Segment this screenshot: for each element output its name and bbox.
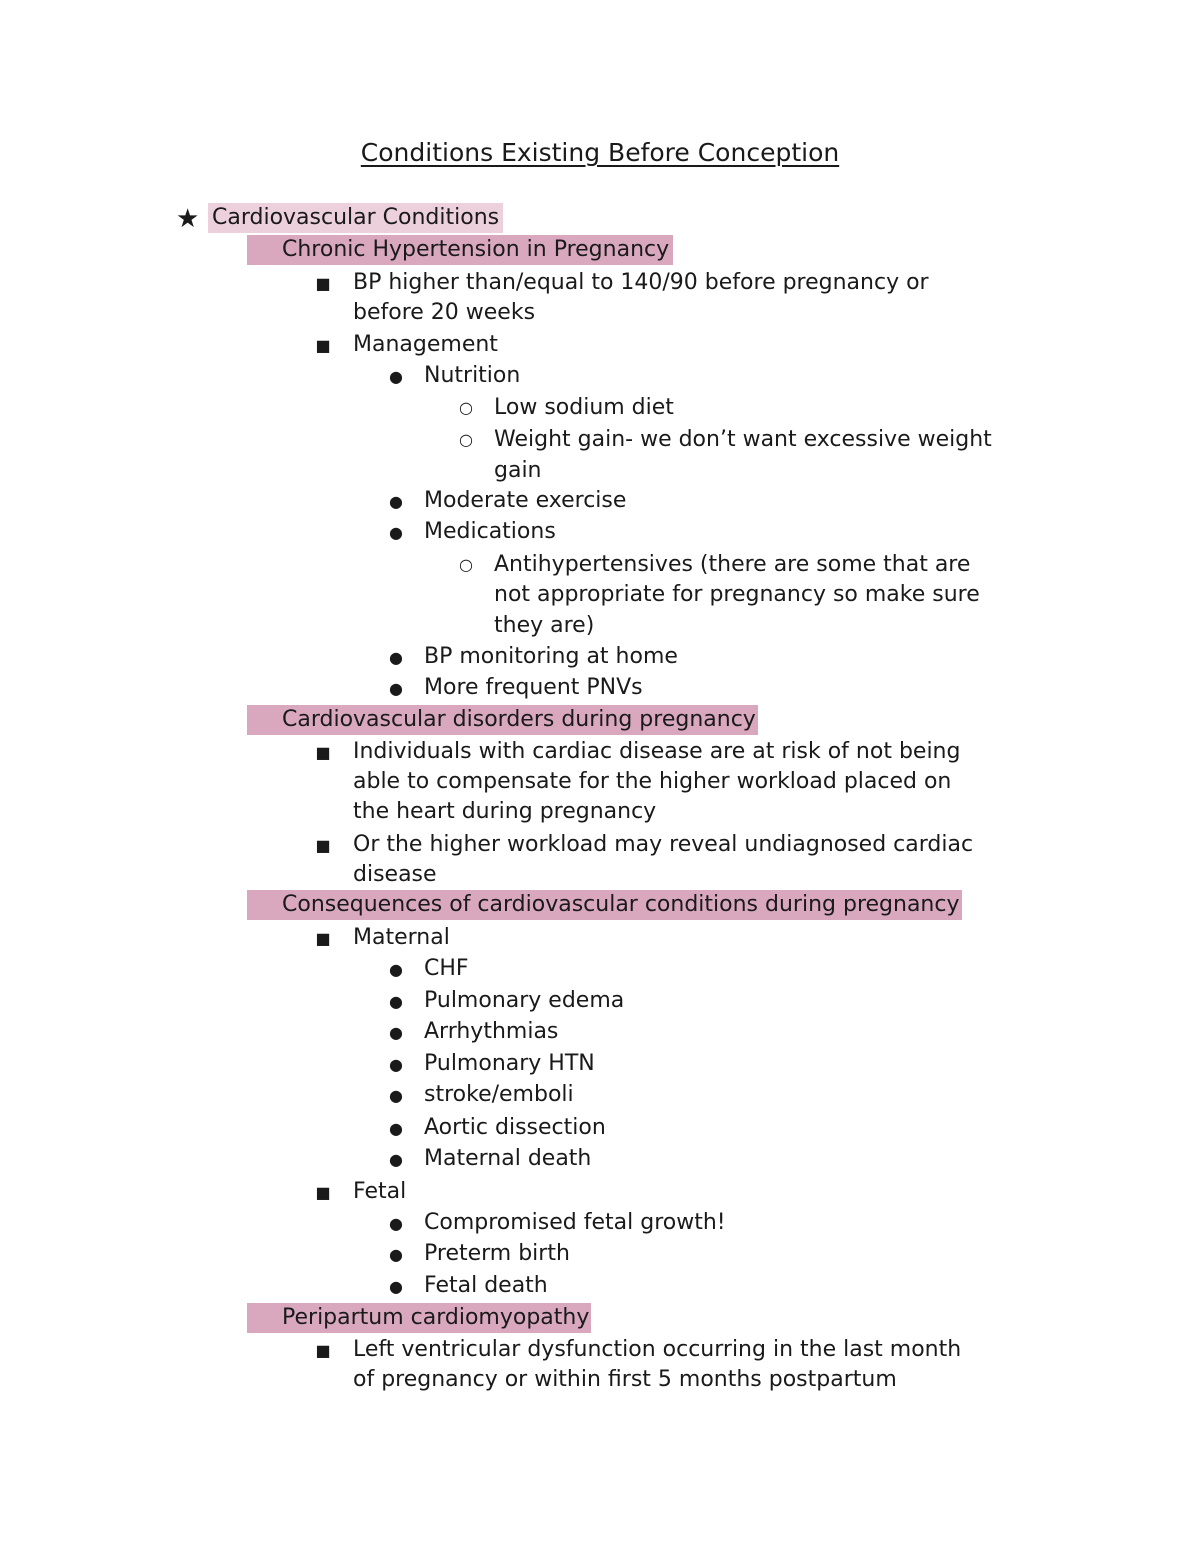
dot-bullet-icon: ● xyxy=(389,523,403,542)
list-item: Weight gain- we don’t want excessive weight xyxy=(494,427,992,452)
list-item: Moderate exercise xyxy=(424,488,627,513)
square-bullet-icon: ■ xyxy=(315,836,331,855)
square-bullet-icon: ■ xyxy=(315,274,331,293)
subsection-heading: Chronic Hypertension in Pregnancy xyxy=(247,235,673,265)
square-bullet-icon: ■ xyxy=(315,1183,331,1202)
list-item-continuation: the heart during pregnancy xyxy=(353,799,657,824)
circle-bullet-icon: ○ xyxy=(459,398,473,417)
subsection-heading: Cardiovascular disorders during pregnancy xyxy=(247,705,758,735)
square-bullet-icon: ■ xyxy=(315,1341,331,1360)
list-item: Arrhythmias xyxy=(424,1019,559,1044)
dot-bullet-icon: ● xyxy=(389,648,403,667)
list-item: Medications xyxy=(424,519,556,544)
list-item: Fetal xyxy=(353,1179,407,1204)
list-item: BP higher than/equal to 140/90 before pregnancy or xyxy=(353,270,929,295)
dot-bullet-icon: ● xyxy=(389,1119,403,1138)
dot-bullet-icon: ● xyxy=(389,367,403,386)
list-item: stroke/emboli xyxy=(424,1082,574,1107)
dot-bullet-icon: ● xyxy=(389,679,403,698)
dot-bullet-icon: ● xyxy=(389,492,403,511)
dot-bullet-icon: ● xyxy=(389,1245,403,1264)
square-bullet-icon: ■ xyxy=(315,929,331,948)
list-item: More frequent PNVs xyxy=(424,675,643,700)
list-item-continuation: able to compensate for the higher workload placed on xyxy=(353,769,952,794)
dot-bullet-icon: ● xyxy=(389,992,403,1011)
list-item: CHF xyxy=(424,956,469,981)
dot-bullet-icon: ● xyxy=(389,960,403,979)
subsection-heading: Peripartum cardiomyopathy xyxy=(247,1303,591,1333)
circle-bullet-icon: ○ xyxy=(459,430,473,449)
dot-bullet-icon: ● xyxy=(389,1055,403,1074)
list-item: Or the higher workload may reveal undiagnosed cardiac xyxy=(353,832,974,857)
list-item: Nutrition xyxy=(424,363,521,388)
square-bullet-icon: ■ xyxy=(315,336,331,355)
list-item-continuation: not appropriate for pregnancy so make sure xyxy=(494,582,980,607)
section-heading: Cardiovascular Conditions xyxy=(208,203,503,233)
dot-bullet-icon: ● xyxy=(389,1086,403,1105)
subsection-heading: Consequences of cardiovascular conditions during pregnancy xyxy=(247,890,962,920)
dot-bullet-icon: ● xyxy=(389,1023,403,1042)
list-item: Management xyxy=(353,332,498,357)
list-item-continuation: they are) xyxy=(494,613,595,638)
list-item: Left ventricular dysfunction occurring in the last month xyxy=(353,1337,962,1362)
list-item-continuation: gain xyxy=(494,458,542,483)
list-item: Fetal death xyxy=(424,1273,548,1298)
list-item: BP monitoring at home xyxy=(424,644,678,669)
list-item: Pulmonary HTN xyxy=(424,1051,595,1076)
list-item: Preterm birth xyxy=(424,1241,570,1266)
square-bullet-icon: ■ xyxy=(315,743,331,762)
list-item: Pulmonary edema xyxy=(424,988,625,1013)
list-item-continuation: disease xyxy=(353,862,437,887)
dot-bullet-icon: ● xyxy=(389,1214,403,1233)
circle-bullet-icon: ○ xyxy=(459,555,473,574)
list-item: Individuals with cardiac disease are at risk of not being xyxy=(353,739,961,764)
list-item-continuation: of pregnancy or within first 5 months postpartum xyxy=(353,1367,897,1392)
list-item-continuation: before 20 weeks xyxy=(353,300,536,325)
list-item: Maternal death xyxy=(424,1146,592,1171)
list-item: Antihypertensives (there are some that are xyxy=(494,552,971,577)
dot-bullet-icon: ● xyxy=(389,1150,403,1169)
list-item: Compromised fetal growth! xyxy=(424,1210,726,1235)
star-bullet-icon: ★ xyxy=(176,204,200,234)
list-item: Maternal xyxy=(353,925,450,950)
dot-bullet-icon: ● xyxy=(389,1277,403,1296)
list-item: Low sodium diet xyxy=(494,395,674,420)
page-title: Conditions Existing Before Conception xyxy=(360,138,840,167)
list-item: Aortic dissection xyxy=(424,1115,606,1140)
